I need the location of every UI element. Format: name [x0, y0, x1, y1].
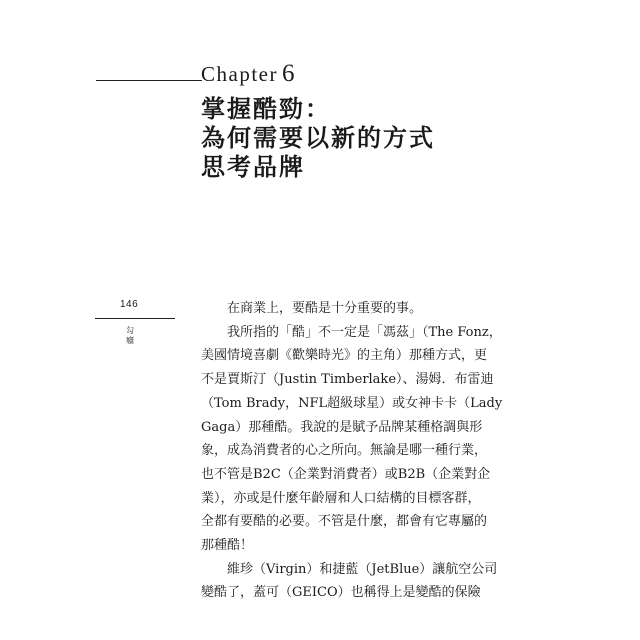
chapter-title-line: 思考品牌	[201, 152, 305, 181]
chapter-heading-rule	[96, 80, 202, 81]
chapter-label	[201, 60, 296, 88]
body-line: 維珍（Virgin）和捷藍（JetBlue）讓航空公司	[227, 561, 498, 577]
body-line: 那種酷！	[201, 538, 254, 554]
chapter-title-line: 掌握酷勁：	[201, 94, 331, 123]
body-line: 在商業上，要酷是十分重要的事。	[227, 301, 423, 316]
body-line: 美國情境喜劇《歡樂時光》的主角）那種方式，更	[201, 348, 488, 364]
running-head	[125, 326, 135, 346]
running-head-char: 癮	[126, 336, 134, 345]
chapter-number: 6	[281, 60, 296, 87]
body-line: 我所指的「酷」不一定是「馮茲」（The Fonz，	[227, 324, 502, 340]
chapter-word: Chapter	[201, 62, 278, 86]
body-text	[201, 297, 503, 605]
body-line: 全都有要酷的必要。不管是什麼，都會有它專屬的	[201, 514, 488, 530]
body-line: Gaga）那種酷。我說的是賦予品牌某種格調與形	[201, 419, 483, 435]
body-line: （Tom Brady，NFL超級球星）或女神卡卡（Lady	[201, 395, 503, 411]
body-line: 也不管是B2C（企業對消費者）或B2B（企業對企	[201, 466, 491, 482]
body-line: 業），亦或是什麼年齡層和人口結構的目標客群，	[201, 490, 481, 506]
chapter-title-line: 為何需要以新的方式	[201, 123, 435, 152]
running-head-char: 勾	[126, 326, 134, 335]
body-line: 變酷了，蓋可（GEICO）也稱得上是變酷的保險	[201, 585, 481, 601]
chapter-title	[201, 94, 435, 181]
body-line: 不是賈斯汀（Justin Timberlake）、湯姆．布雷迪	[201, 372, 494, 388]
page-number: 146	[120, 299, 139, 310]
body-line: 象，成為消費者的心之所向。無論是哪一種行業，	[201, 443, 488, 459]
margin-rule	[95, 318, 175, 319]
